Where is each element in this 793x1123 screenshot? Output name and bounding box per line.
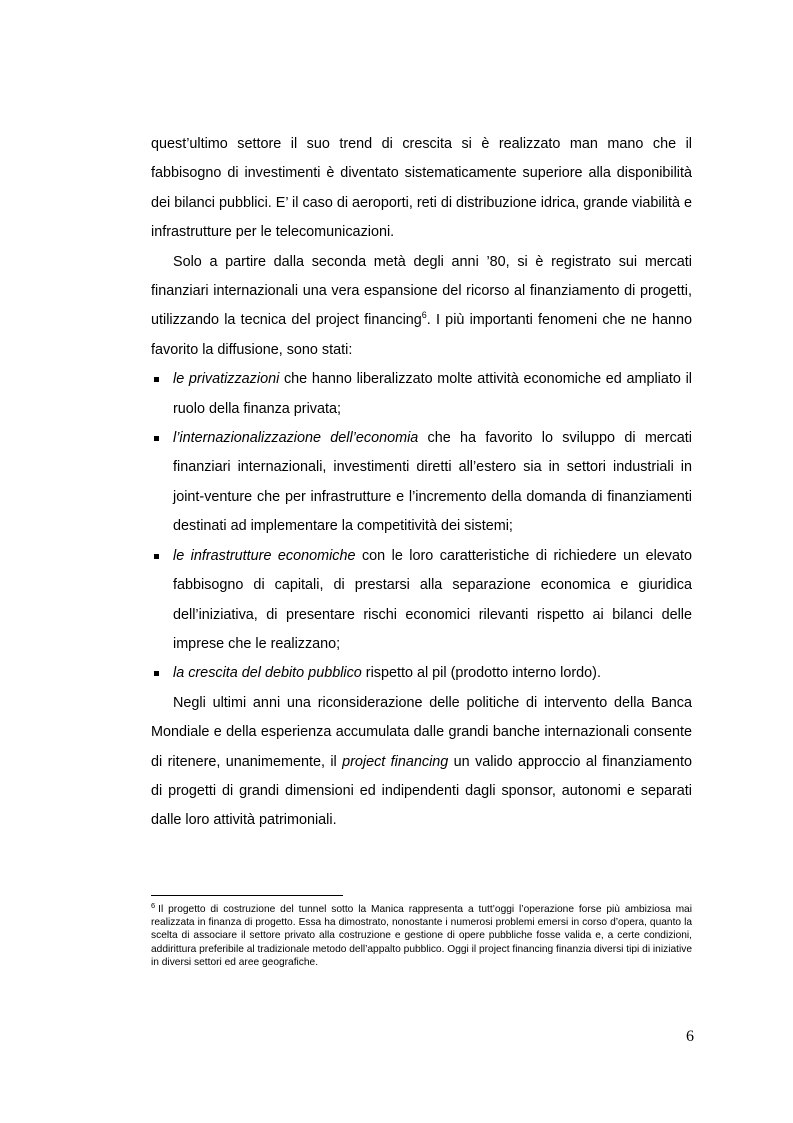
footnote-text: Il progetto di costruzione del tunnel sotto la Manica rappresenta a tutt’oggi l’operazione forse più ambiziosa mai realizzata in finanza di progetto. Essa ha dimostrato, nonostante i numerosi problemi emersi in corso d’opera, quanto la scelta di associare il settore privato alla costruzione e gestione di opere pubbliche fosse valida e, a certe condizioni, addirittura preferibile al tradizionale metodo dell’appalto pubblico. Oggi il project financing finanzia diversi tipi di iniziative in diversi settori ed aree geografiche. (151, 904, 692, 968)
list-item (151, 365, 692, 424)
list-item-text: con le loro caratteristiche di richiedere un elevato fabbisogno di capitali, di prestarsi alla separazione economica e giuridica dell’iniziativa, di presentare rischi economici rilevanti rispetto ai bilanci delle imprese che le realizzano; (173, 547, 693, 652)
bullet-list (151, 365, 692, 688)
footnote-separator (151, 895, 343, 896)
list-item (151, 424, 692, 542)
list-item-text: rispetto al pil (prodotto interno lordo). (361, 665, 601, 682)
footnote (151, 900, 692, 969)
paragraph-3 (151, 689, 692, 836)
list-item-emphasis: l’internazionalizzazione dell’economia (173, 430, 419, 447)
paragraph-3-emphasis: project financing (342, 753, 449, 770)
list-item-emphasis: le privatizzazioni (173, 371, 280, 388)
paragraph-2 (151, 248, 692, 366)
paragraph-2-text: Solo a partire dalla seconda metà degli anni ’80, si è registrato sui mercati finanziari internazionali una vera espansione del ricorso al finanziamento di progetti, utilizzando la tecnica del project financing (151, 253, 692, 329)
list-item (151, 659, 692, 688)
page-number: 6 (686, 1028, 694, 1045)
paragraph-1: quest’ultimo settore il suo trend di crescita si è realizzato man mano che il fabbisogno di investimenti è diventato sistematicamente superiore alla disponibilità dei bilanci pubblici. E’ il caso di aeroporti, reti di distribuzione idrica, grande viabilità e infrastrutture per le telecomunicazioni. (151, 136, 692, 241)
footnote-marker: 6 (151, 900, 156, 910)
bullet-square-icon (154, 436, 159, 441)
paragraph-3-text: Negli ultimi anni una riconsiderazione delle politiche di intervento della Banca Mondiale e della esperienza accumulata dalle grandi banche internazionali consente di ritenere, unanimemente, il (151, 694, 692, 770)
list-item-emphasis: la crescita del debito pubblico (173, 665, 362, 682)
body-text (151, 130, 692, 836)
list-item-emphasis: le infrastrutture economiche (173, 547, 356, 564)
list-item-text: che ha favorito lo sviluppo di mercati finanziari internazionali, investimenti diretti all’estero sia in settori industriali in joint-venture che per infrastrutture e l’incremento della domanda di finanziamenti destinati ad implementare la competitività dei sistemi; (173, 430, 692, 535)
bullet-square-icon (154, 554, 159, 559)
paragraph-3-text-end: un valido approccio al finanziamento di progetti di grandi dimensioni ed indipendenti dagli sponsor, autonomi e separati dalle loro attività patrimoniali. (151, 753, 693, 829)
bullet-square-icon (154, 671, 159, 676)
footnote-reference: 6 (421, 310, 427, 321)
paragraph-2-text-end: . I più importanti fenomeni che ne hanno favorito la diffusione, sono stati: (151, 312, 692, 358)
list-item (151, 542, 692, 660)
list-item-text: che hanno liberalizzato molte attività economiche ed ampliato il ruolo della finanza privata; (173, 371, 692, 417)
bullet-square-icon (154, 377, 159, 382)
